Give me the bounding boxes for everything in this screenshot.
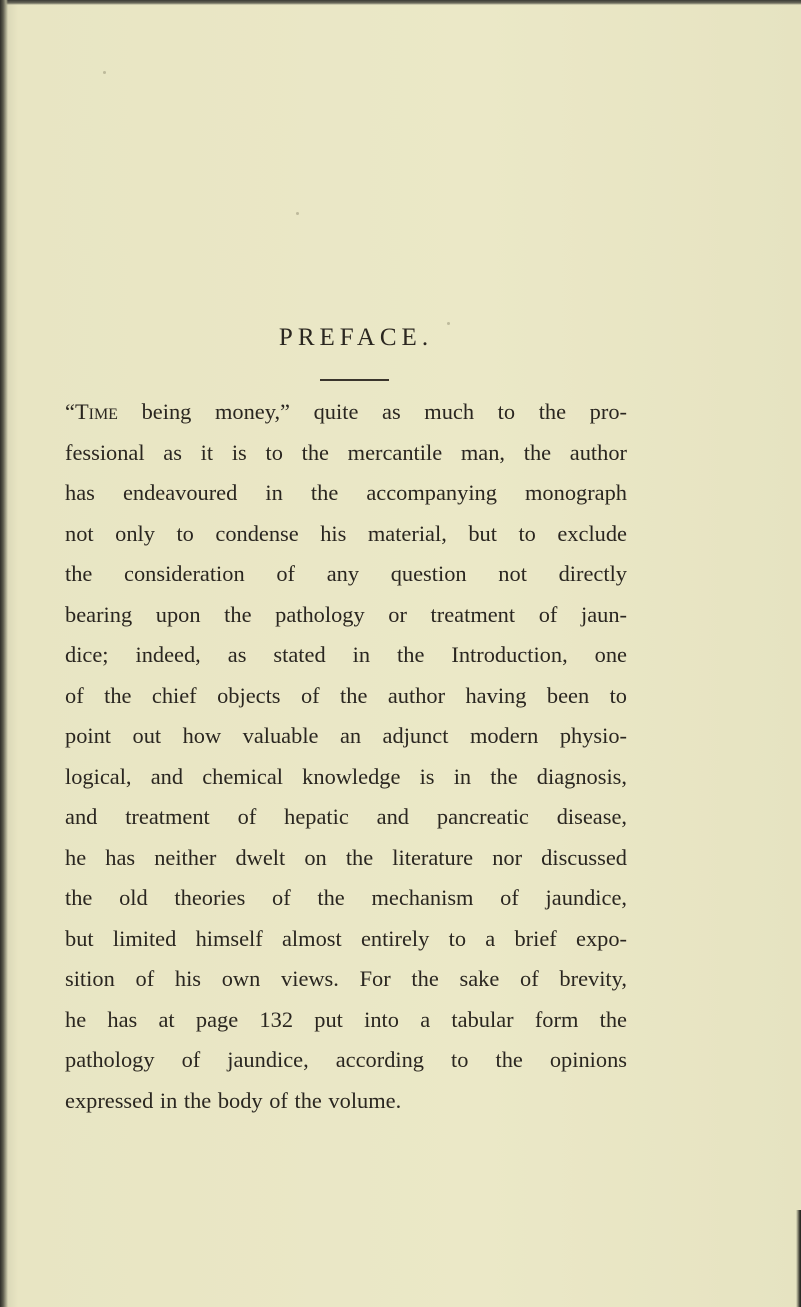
title-rule xyxy=(320,379,389,381)
text-line-5: the consideration of any question not directly xyxy=(65,561,627,586)
text-line-18: expressed in the body of the volume. xyxy=(65,1087,402,1113)
page-right-edge xyxy=(796,1210,801,1307)
text-line-7: dice; indeed, as stated in the Introduction, one xyxy=(65,642,627,667)
text-line-4: not only to condense his material, but to exclude xyxy=(65,520,627,546)
text-line-11: and treatment of hepatic and pancreatic disease, xyxy=(65,804,627,829)
page-top-shadow xyxy=(0,0,801,5)
text-line-12: he has neither dwelt on the literature nor discussed xyxy=(65,844,627,870)
text-line-6: bearing upon the pathology or treatment of jaun- xyxy=(65,601,627,627)
text-line-15: sition of his own views. For the sake of brevity, xyxy=(65,966,627,991)
text-line-1: “Time being money,” quite as much to the pro- xyxy=(65,399,627,424)
text-line-17: pathology of jaundice, according to the opinions xyxy=(65,1047,627,1072)
text-line-9: point out how valuable an adjunct modern physio- xyxy=(65,723,627,748)
paper-speck xyxy=(103,71,106,74)
opening-word: Time xyxy=(74,399,118,424)
text-line-14: but limited himself almost entirely to a brief expo- xyxy=(65,925,627,951)
page-title: PREFACE. xyxy=(278,324,434,351)
paper-speck xyxy=(296,212,299,215)
book-gutter-shadow xyxy=(0,0,8,1307)
text-line-8: of the chief objects of the author having been to xyxy=(65,682,627,708)
opening-quote: “ xyxy=(65,399,75,424)
preface-body xyxy=(65,392,627,1121)
text-line-16: he has at page 132 put into a tabular form the xyxy=(65,1006,627,1032)
text-line-13: the old theories of the mechanism of jaundice, xyxy=(65,885,627,910)
text-line-2: fessional as it is to the mercantile man, the author xyxy=(65,439,627,465)
text-line-10: logical, and chemical knowledge is in the diagnosis, xyxy=(65,763,627,789)
text-line-3: has endeavoured in the accompanying monograph xyxy=(65,480,627,505)
